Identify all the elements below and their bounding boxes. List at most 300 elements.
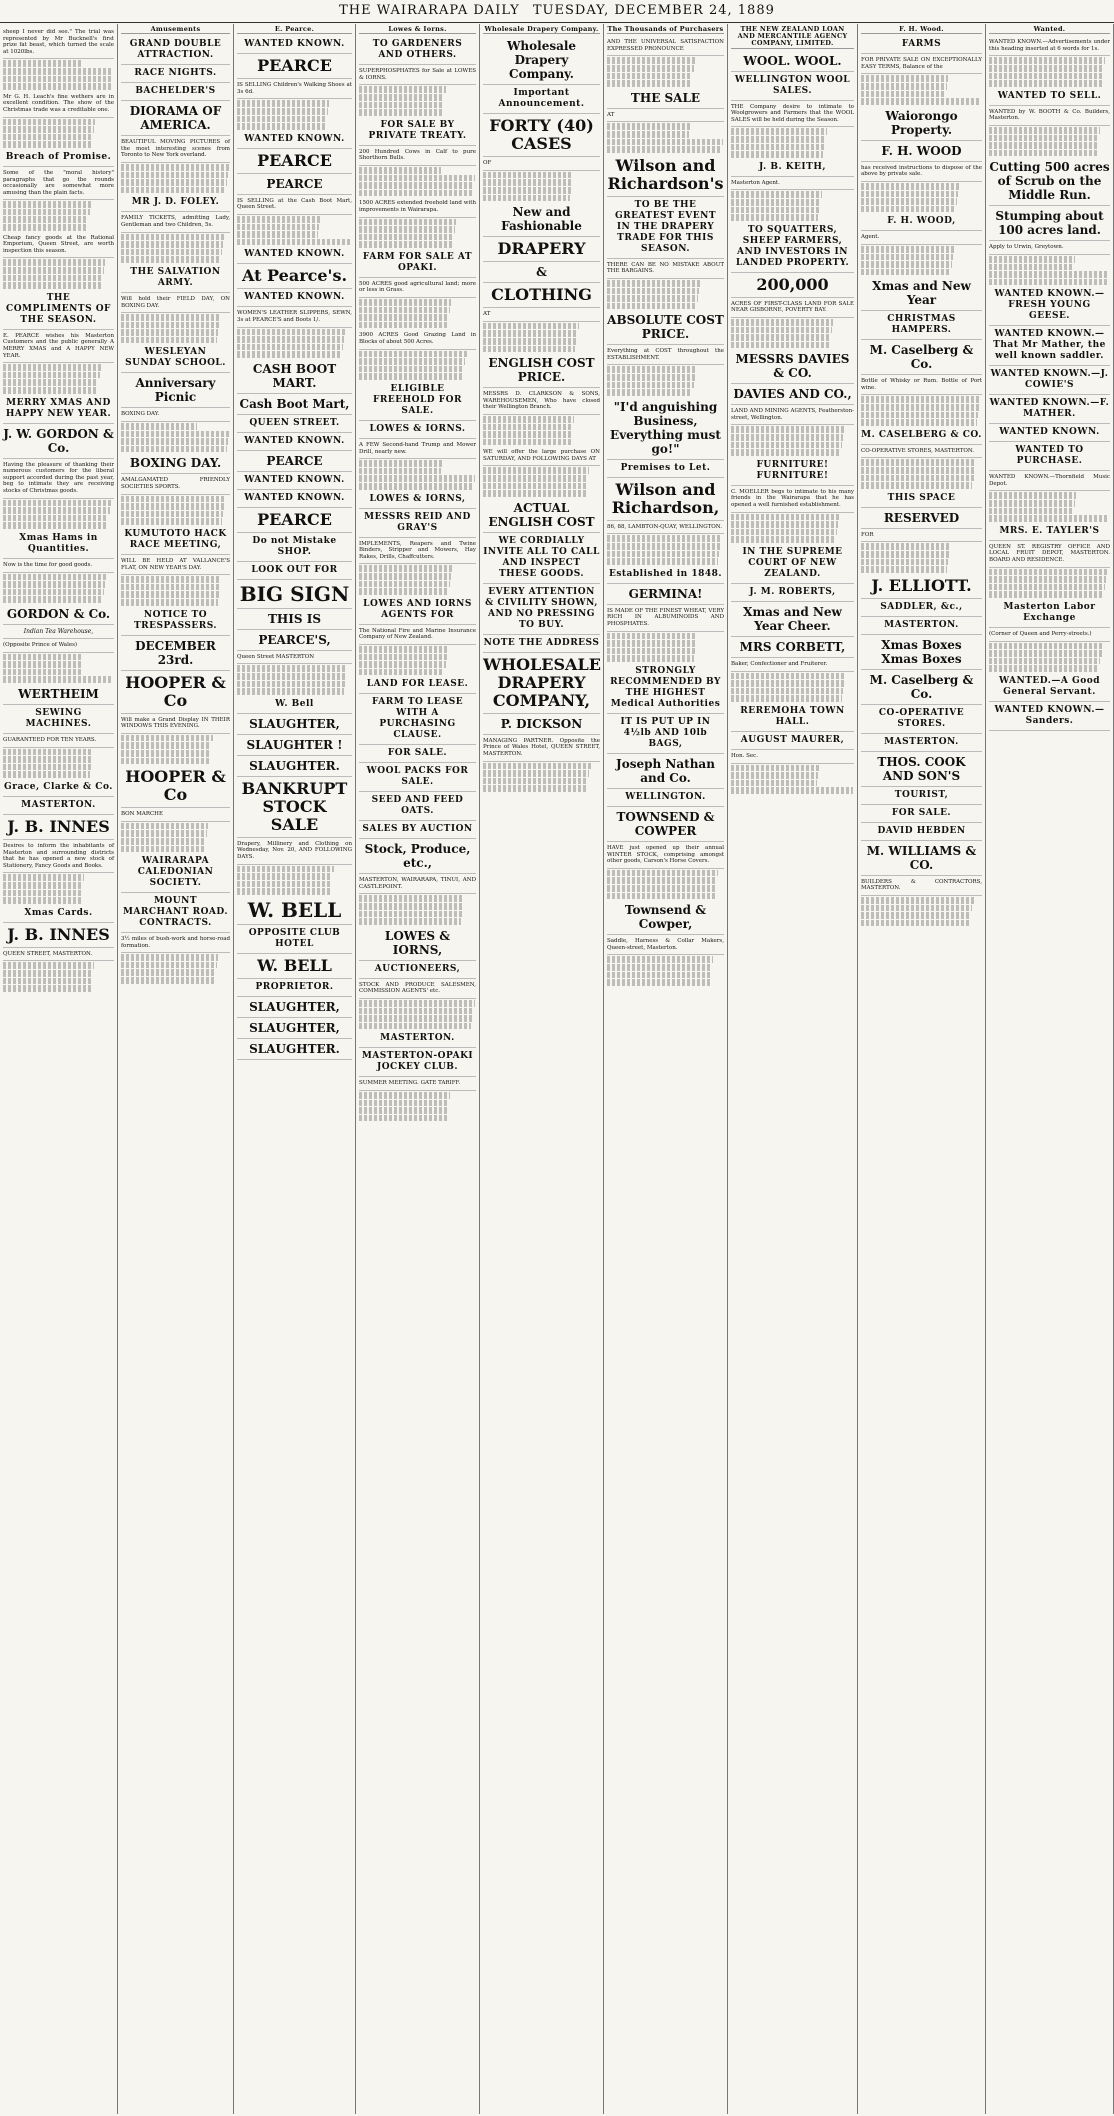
text-line-filler [3,83,111,90]
advert-line: WANTED KNOWN. [237,246,352,264]
text-line-filler [989,591,1104,598]
text-line-filler [121,337,217,344]
advert-line: GUARANTEED FOR TEN YEARS. [3,734,114,748]
advert-line: WANTED KNOWN. [237,131,352,149]
advert-line: ELIGIBLE FREEHOLD FOR SALE. [359,381,476,421]
text-line-filler [237,336,344,343]
text-line-filler [607,303,697,310]
text-line-filler [359,190,472,197]
advert-line: MANAGING PARTNER. Opposite the Prince of Wales Hotel, QUEEN STREET, MASTERTON. [483,735,600,762]
text-line-filler [3,749,93,756]
advert-line: MASTERTON. [3,797,114,815]
advert-line: Desires to inform the inhabitants of Masterton and surrounding districts that he has opened a new stock of Stationery, Fancy Goods and Books. [3,840,114,873]
text-line-filler [989,279,1108,286]
advert-line: SALES BY AUCTION [359,821,476,839]
advert-line: WANTED TO SELL. [989,88,1110,106]
advert-line: New and Fashionable [483,202,600,237]
advert-line: 200,000 [731,273,854,298]
text-line-filler [121,431,229,438]
advert-line: WANTED KNOWN.—FRESH YOUNG GEESE. [989,286,1110,326]
text-line-filler [121,830,207,837]
text-line-filler [3,209,90,216]
text-line-filler [237,873,332,880]
column-4 [356,24,480,2114]
text-line-filler [861,912,971,919]
text-line-filler [121,584,220,591]
text-line-filler [483,770,589,777]
text-line-filler [607,964,712,971]
text-line-filler [483,467,589,474]
text-line-filler [989,665,1099,672]
advert-line: Cash Boot Mart, [237,394,352,415]
advert-line: RACE NIGHTS. [121,65,230,83]
text-line-filler [607,123,690,130]
text-line-filler [359,918,461,925]
text-line-filler [861,198,957,205]
text-line-filler [121,241,223,248]
advert-line: J. B. INNES [3,815,114,840]
advert-line: QUEEN ST. REGISTRY OFFICE AND LOCAL FRUIT DEPOT, MASTERTON. BOARD AND RESIDENCE. [989,541,1110,568]
text-line-filler [861,83,947,90]
advert-line: WANTED KNOWN.—Sanders. [989,702,1110,731]
advert-line: Joseph Nathan and Co. [607,754,724,789]
advert-line: ACTUAL ENGLISH COST [483,498,600,533]
advert-line: OPPOSITE CLUB HOTEL [237,925,352,954]
text-line-filler [731,536,836,543]
text-line-filler [989,643,1103,650]
column-heading: E. Pearce. [237,26,352,34]
advert-line: FURNITURE! FURNITURE! [731,457,854,486]
advert-line: WANTED KNOWN. [237,433,352,451]
text-line-filler [359,895,464,902]
text-line-filler [121,249,222,256]
text-line-filler [861,897,974,904]
text-line-filler [3,574,106,581]
advert-line: Breach of Promise. [3,149,114,167]
advert-line: FOR [861,529,982,543]
advert-line: HAVE just opened up their annual WINTER STOCK, comprising amongst other goods, Carson's Horse Covers. [607,842,724,869]
advert-line: Masterton Labor Exchange [989,599,1110,628]
text-line-filler [607,139,723,146]
text-line-filler [861,482,972,489]
text-line-filler [731,144,824,151]
text-line-filler [3,581,105,588]
text-line-filler [121,423,197,430]
text-line-filler [731,772,818,779]
advert-line: WANTED KNOWN.—Thornfield Music Depot. [989,471,1110,491]
text-line-filler [3,874,84,881]
advert-line: TO GARDENERS AND OTHERS. [359,36,476,65]
text-line-filler [3,259,105,266]
advert-line: SUPERPHOSPHATES for Sale at LOWES & IORNS. [359,65,476,85]
advert-line: STOCK AND PRODUCE SALESMEN, COMMISSION AGENTS' etc. [359,979,476,999]
text-line-filler [121,179,227,186]
column-heading: F. H. Wood. [861,26,982,34]
advert-line: QUEEN STREET. [237,415,352,433]
advert-line: "I'd anguishing Business, Everything must go!" [607,397,724,460]
text-line-filler [121,187,226,194]
advert-line: BUILDERS & CONTRACTORS, MASTERTON. [861,876,982,896]
advert-line: Baker, Confectioner and Fruiterer. [731,658,854,672]
text-line-filler [359,581,450,588]
advert-line: BEAUTIFUL MOVING PICTURES of the most interesting scenes from Toronto to New York overland. [121,136,230,163]
text-line-filler [3,76,112,83]
advert-line: Bottle of Whisky or Rum. Bottle of Port wine. [861,375,982,395]
text-line-filler [121,735,213,742]
advert-line: THE COMPLIMENTS OF THE SEASON. [3,290,114,330]
text-line-filler [237,123,326,130]
text-line-filler [731,787,853,794]
advert-line: QUEEN STREET, MASTERTON. [3,948,114,962]
advert-line: MASTERTON-OPAKI JOCKEY CLUB. [359,1048,476,1077]
text-line-filler [989,650,1102,657]
text-line-filler [861,269,951,276]
text-line-filler [359,241,453,248]
text-line-filler [121,742,211,749]
text-line-filler [121,164,229,171]
text-line-filler [989,256,1075,263]
advert-line: WANTED KNOWN. [237,490,352,508]
text-line-filler [237,231,318,238]
advert-line: Indian Tea Warehouse, [3,625,114,639]
text-line-filler [359,1092,450,1099]
advert-line: FOR SALE BY PRIVATE TREATY. [359,117,476,146]
advert-line: F. H. WOOD, [861,213,982,231]
advert-line: WE will offer the large purchase ON SATURDAY, AND FOLLOWING DAYS AT [483,446,600,466]
advert-line: CASH BOOT MART. [237,359,352,394]
text-line-filler [3,282,102,289]
text-line-filler [359,182,474,189]
advert-line: (Opposite Prince of Wales) [3,639,114,653]
text-line-filler [3,507,110,514]
text-line-filler [359,314,449,321]
text-line-filler [607,295,698,302]
advert-line: MOUNT MARCHANT ROAD. CONTRACTS. [121,893,230,933]
advert-line: Agent. [861,231,982,245]
text-line-filler [359,475,475,482]
advert-line: THE Company desire to intimate to Woolgrowers and Farmers that the WOOL SALES will be held during the Season. [731,101,854,128]
advert-line: WOOL. WOOL. [731,51,854,72]
advert-line: BOXING DAY. [121,408,230,422]
text-line-filler [989,492,1076,499]
text-line-filler [3,676,113,683]
advert-line: CHRISTMAS HAMPERS. [861,311,982,340]
advert-line: Having the pleasure of thanking their numerous customers for the liberal support accorded during the past year, beg to intimate they are receiving stocks of Christmas goods. [3,459,114,499]
text-line-filler [483,187,571,194]
text-line-filler [731,199,821,206]
advert-line: MESSRS REID AND GRAY'S [359,509,476,538]
text-line-filler [237,239,351,246]
text-line-filler [861,396,981,403]
advert-line: W. BELL [237,954,352,979]
text-line-filler [237,108,328,115]
text-line-filler [237,665,347,672]
text-line-filler [607,80,691,87]
advert-line: BOXING DAY. [121,453,230,474]
text-line-filler [989,150,1097,157]
text-line-filler [3,596,103,603]
text-line-filler [359,219,456,226]
text-line-filler [483,439,571,446]
advert-line: Cheap fancy goods at the Rational Emporium, Queen Street, are worth inspection this season. [3,232,114,259]
text-line-filler [483,330,578,337]
text-line-filler [483,475,588,482]
text-line-filler [861,566,947,573]
advert-line: KUMUTOTO HACK RACE MEETING, [121,526,230,555]
advert-line: LAND AND MINING AGENTS, Featherston-street, Wellington. [731,405,854,425]
advert-line: Queen Street MASTERTON [237,651,352,665]
advert-line: WOMEN'S LEATHER SLIPPERS, SEWN, 3s at PEARCE'S and Boots 1/. [237,307,352,327]
text-line-filler [3,126,94,133]
advert-line: AUGUST MAURER, [731,732,854,750]
text-line-filler [121,511,223,518]
text-line-filler [359,669,444,676]
advert-line: IN THE SUPREME COURT OF NEW ZEALAND. [731,544,854,584]
text-line-filler [359,565,453,572]
advert-line: STRONGLY RECOMMENDED BY THE HIGHEST Medical Authorities [607,663,724,714]
advert-line: WANTED KNOWN.—F. MATHER. [989,395,1110,424]
column-7 [728,24,858,2114]
text-line-filler [359,483,474,490]
advert-line: WAIRARAPA CALEDONIAN SOCIETY. [121,853,230,893]
text-line-filler [989,65,1104,72]
advert-line: Established in 1848. [607,566,724,584]
advert-line: SLAUGHTER, [237,1018,352,1039]
advert-line: AT [483,308,600,322]
advert-line: PEARCE [237,174,352,195]
text-line-filler [3,522,107,529]
column-6 [604,24,728,2114]
text-line-filler [607,972,711,979]
column-9 [986,24,1114,2114]
advert-line: (Corner of Queen and Perry-streets.) [989,628,1110,642]
column-heading: Amusements [121,26,230,34]
advert-line: WOOL PACKS FOR SALE. [359,763,476,792]
text-line-filler [731,136,826,143]
advert-line: EVERY ATTENTION & CIVILITY SHOWN, AND NO PRESSING TO BUY. [483,584,600,635]
advert-line: E. PEARCE wishes his Masterton Customers and the public generally A MERRY XMAS and A HAPPY NEW YEAR. [3,330,114,363]
advert-line: C. MOELLER begs to intimate to his many friends in the Wairarapa that he has opened a well furnished establishment. [731,486,854,513]
advert-line: Waiorongo Property. [861,106,982,141]
advert-line: THE SALE [607,88,724,109]
advert-line: GERMINA! [607,584,724,605]
advert-line: SLAUGHTER. [237,1039,352,1060]
advert-line: CO-OPERATIVE STORES, MASTERTON. [861,445,982,459]
text-line-filler [861,91,946,98]
advert-line: THIS SPACE [861,490,982,508]
advert-line: TOWNSEND & COWPER [607,807,724,842]
text-line-filler [731,327,832,334]
text-line-filler [237,681,345,688]
advert-line: SADDLER, &c., [861,599,982,617]
text-line-filler [359,911,462,918]
text-line-filler [607,73,692,80]
text-line-filler [121,591,219,598]
advert-line: MERRY XMAS AND HAPPY NEW YEAR. [3,395,114,424]
text-line-filler [607,648,695,655]
advert-line: J. B. INNES [3,923,114,948]
text-line-filler [607,893,715,900]
text-line-filler [359,366,464,373]
advert-line: Saddle, Harness & Collar Makers, Queen-street, Masterton. [607,935,724,955]
text-line-filler [731,207,820,214]
advert-line: 500 ACRES good agricultural land; more or less in Grass. [359,278,476,298]
advert-line: Xmas Cards. [3,905,114,923]
advert-line: BACHELDER'S [121,83,230,101]
advert-line: LAND FOR LEASE. [359,676,476,694]
advert-line: Hon. Sec. [731,750,854,764]
text-line-filler [359,94,444,101]
advert-line: J. M. ROBERTS, [731,584,854,602]
text-line-filler [359,351,467,358]
advert-line: W. Bell [237,696,352,714]
advert-line: SLAUGHTER, [237,997,352,1018]
text-line-filler [861,419,977,426]
text-line-filler [989,584,1105,591]
advert-line: Xmas Boxes Xmas Boxes [861,635,982,670]
advert-line: A FEW Second-hand Trump and Mower Drill, nearly new. [359,439,476,459]
advert-line: WANTED.—A Good General Servant. [989,673,1110,702]
text-line-filler [3,890,82,897]
column-1 [0,24,118,2114]
text-line-filler [121,838,206,845]
text-line-filler [861,254,953,261]
text-line-filler [237,100,329,107]
text-line-filler [731,673,845,680]
text-line-filler [121,576,221,583]
advert-line: MRS CORBETT, [731,637,854,658]
advert-line: PEARCE'S, [237,630,352,651]
text-line-filler [237,351,342,358]
text-line-filler [359,234,454,241]
text-line-filler [121,969,216,976]
text-line-filler [731,680,844,687]
text-line-filler [483,172,573,179]
advert-line: The National Fire and Marine Insurance Company of New Zealand. [359,625,476,645]
advert-line: WANTED KNOWN. [237,472,352,490]
text-line-filler [121,496,226,503]
text-line-filler [121,172,228,179]
text-line-filler [861,467,975,474]
advert-line: WANTED KNOWN.—Advertisements under this heading inserted at 6 words for 1s. [989,36,1110,56]
advert-line: THERE CAN BE NO MISTAKE ABOUT THE BARGAINS. [607,259,724,279]
paper-title: THE WAIRARAPA DAILY [339,3,520,18]
advert-line: WHOLESALE DRAPERY COMPANY, [483,653,600,714]
text-line-filler [989,80,1102,87]
advert-line: HOOPER & Co [121,671,230,714]
text-line-filler [121,322,219,329]
text-line-filler [731,442,842,449]
advert-line: ENGLISH COST PRICE. [483,353,600,388]
advert-line: BANKRUPT STOCK SALE [237,777,352,838]
text-line-filler [237,688,344,695]
text-line-filler [237,224,319,231]
text-line-filler [237,329,345,336]
text-line-filler [359,903,463,910]
advert-line: CLOTHING [483,283,600,308]
text-line-filler [3,134,93,141]
text-line-filler [359,109,442,116]
text-line-filler [237,116,327,123]
text-line-filler [731,151,823,158]
text-line-filler [483,431,572,438]
advert-line: IMPLEMENTS, Reapers and Twine Binders, Stripper and Mowers, Hay Rakes, Drills, Chaffcutters. [359,538,476,565]
advert-line: Xmas and New Year [861,276,982,311]
advert-line: BON MARCHE [121,808,230,822]
text-line-filler [483,785,587,792]
advert-line: Masterton Agent. [731,177,854,191]
advert-line: SLAUGHTER. [237,756,352,777]
advert-line: WANTED TO PURCHASE. [989,442,1110,471]
text-line-filler [861,75,948,82]
text-line-filler [3,267,104,274]
advert-line: SLAUGHTER, [237,714,352,735]
advert-line: Grace, Clarke & Co. [3,779,114,797]
text-line-filler [861,459,976,466]
advert-line: M. WILLIAMS & CO. [861,841,982,876]
text-line-filler [121,846,205,853]
advert-line: Wholesale Drapery Company. [483,36,600,85]
text-line-filler [359,167,441,174]
advert-line: MASTERTON, WAIRARAPA, TINUI, AND CASTLEPOINT. [359,874,476,894]
advert-line: MASTERTON. [861,617,982,635]
advert-line: FORTY (40) CASES [483,114,600,157]
advert-line: ACRES OF FIRST-CLASS LAND FOR SALE NEAR GISBORNE, POVERTY BAY. [731,298,854,318]
column-heading: Wanted. [989,26,1110,34]
text-line-filler [607,57,695,64]
advert-line: IS SELLING at the Cash Boot Mart, Queen Street. [237,195,352,215]
text-line-filler [607,288,699,295]
advert-line: Will hold their FIELD DAY, ON BOXING DAY. [121,293,230,313]
advert-line: WE CORDIALLY INVITE ALL TO CALL AND INSPECT THESE GOODS. [483,533,600,584]
text-line-filler [483,483,587,490]
advert-line: PROPRIETOR. [237,979,352,997]
column-heading: The Thousands of Purchasers [607,25,724,33]
text-line-filler [3,201,91,208]
advert-line: Wilson and Richardson, [607,478,724,521]
advert-line: Stock, Produce, etc., [359,839,476,874]
advert-line: MRS. E. TAYLER'S [989,523,1110,541]
masthead [0,0,1114,23]
text-line-filler [359,102,443,109]
text-line-filler [861,905,972,912]
advert-line: LOWES AND IORNS AGENTS FOR [359,596,476,625]
text-line-filler [731,434,843,441]
advert-line: FARMS [861,36,982,54]
text-line-filler [3,275,103,282]
advert-line: M. CASELBERG & CO. [861,427,982,445]
text-line-filler [3,364,101,371]
advert-line: AT [607,109,724,123]
column-3 [234,24,356,2114]
advert-line: MASTERTON. [359,1030,476,1048]
issue-date: TUESDAY, DECEMBER 24, 1889 [532,3,775,18]
text-line-filler [607,870,718,877]
text-line-filler [3,589,104,596]
text-line-filler [607,146,722,153]
advert-line: F. H. WOOD [861,141,982,162]
text-line-filler [359,1023,471,1030]
text-line-filler [989,271,1109,278]
text-line-filler [607,633,697,640]
text-line-filler [237,344,343,351]
text-line-filler [861,191,958,198]
text-line-filler [607,65,694,72]
advert-line: PEARCE [237,451,352,472]
text-line-filler [121,446,227,453]
text-line-filler [3,387,97,394]
advert-line: TO SQUATTERS, SHEEP FARMERS, AND INVESTORS IN LANDED PROPERTY. [731,222,854,273]
